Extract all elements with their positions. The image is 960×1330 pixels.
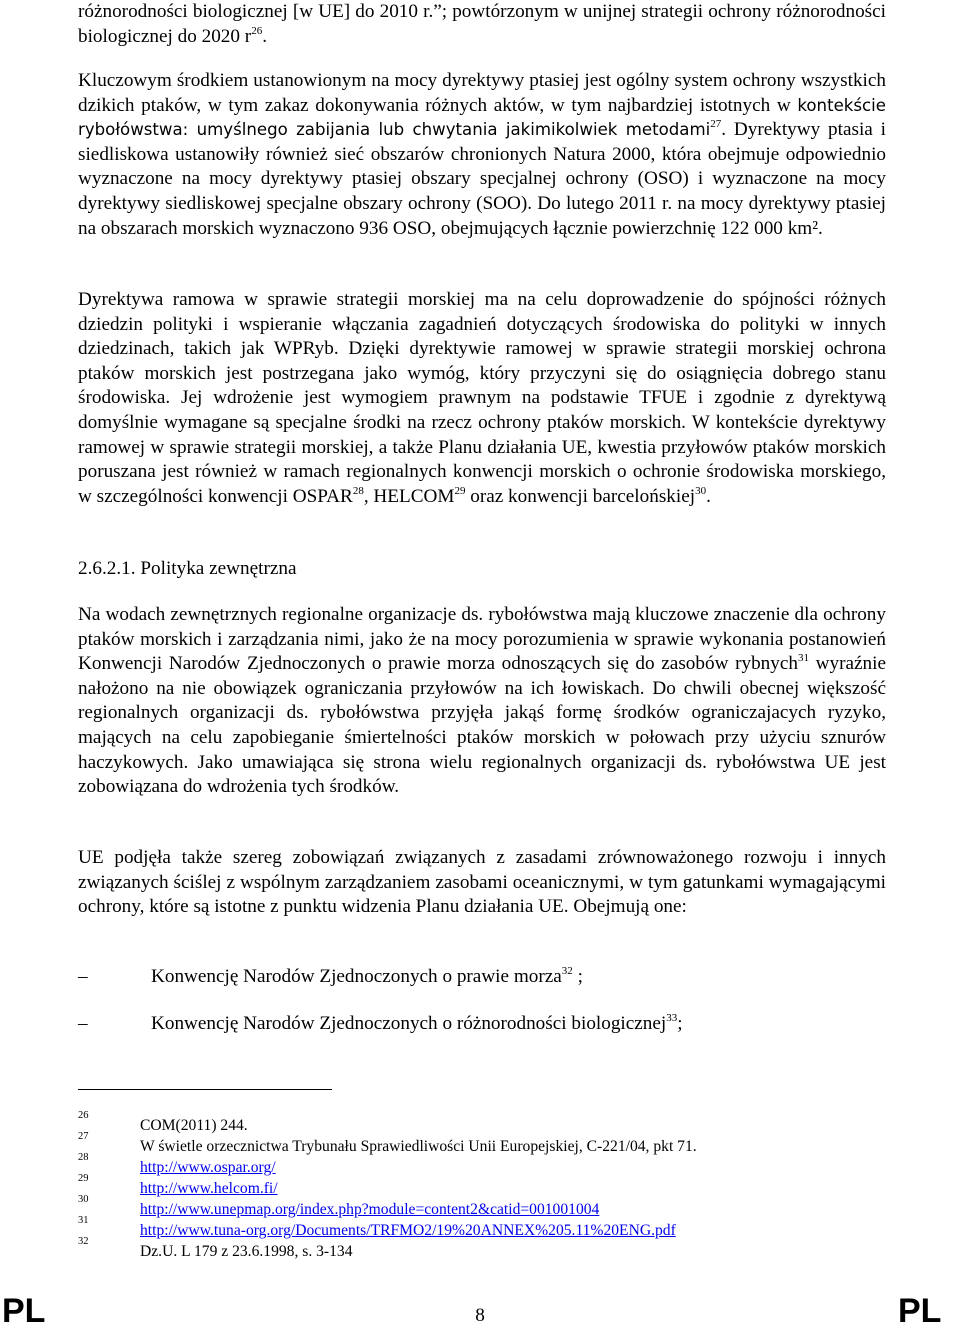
paragraph-external-policy: Na wodach zewnętrznych regionalne organizacje ds. rybołówstwa mają kluczowe znaczenie dla ochrony ptaków morskich i zarządzania nimi, jako że na mocy porozumienia w sprawie wykonania postanowień Konwencji Narodów Zjednoczonych o prawie morza odnoszących się do zasobów rybnych$^{31}$ wyraźnie nałożono na nie obowiązek ograniczania przyłowów na ich łowiskach. Do chwili obecnej większość regionalnych organizacji ds. rybołówstwa przyjęła jakąś formę środków ograniczajacych ryzyko, mających na celu zapobieganie śmiertelności ptaków morskich w połowach przy użyciu sznurów haczykowych. Jako umawiająca się strona wielu regionalnych organizacji ds. rybołówstwa UE jest zobowiązana do wdrożenia tych środków. (78, 604, 886, 798)
footnote-ref-29[interactable]: 29 (454, 484, 466, 497)
footnote-link[interactable]: http://www.ospar.org/ (140, 1159, 276, 1176)
footnote-separator (78, 1089, 332, 1090)
footnote-ref-31[interactable]: 31 (797, 652, 809, 665)
footnote: 26 COM(2011) 244. (78, 1110, 248, 1134)
footnote: 30 http://www.unepmap.org/index.php?module=content2&catid=001001004 (78, 1194, 600, 1218)
paragraph-birds-directive: Kluczowym środkiem ustanowionym na mocy dyrektywy ptasiej jest ogólny system ochrony wszystkich dzikich ptaków, w tym zakaz dokonywania różnych aktów, w tym najbardziej istotnych w kontekście rybołówstwa: umyślnego zabijania lub chwytania jakimikolwiek metodami$^{27}$. Dyrektywy ptasia i siedliskowa ustanowiły również sieć obszarów chronionych Natura 2000, która obejmuje odpowiednio wyznaczone na mocy dyrektywy ptasiej obszary specjalnej ochrony (OSO) i wyznaczone na mocy dyrektywy siedliskowej specjalne obszary ochrony (SOO). Do lutego 2011 r. na mocy dyrektywy ptasiej na obszarach morskich wyznaczono 936 OSO, obejmujących łącznie powierzchnię 122 000 km². (78, 70, 886, 239)
list-dash: – (78, 1013, 88, 1034)
footnote-link[interactable]: http://www.helcom.fi/ (140, 1180, 278, 1197)
footnote-ref-28[interactable]: 28 (352, 484, 364, 497)
language-code-left: PL (2, 1292, 46, 1330)
footnote-link[interactable]: http://www.unepmap.org/index.php?module=content2&catid=001001004 (140, 1201, 600, 1218)
page-number: 8 (475, 1305, 485, 1326)
footnote: 27 W świetle orzecznictwa Trybunału Sprawiedliwości Unii Europejskiej, C-221/04, pkt 71. (78, 1131, 697, 1155)
footnote: 29 http://www.helcom.fi/ (78, 1173, 278, 1197)
footnote: 32 Dz.U. L 179 z 23.6.1998, s. 3-134 (78, 1236, 353, 1260)
footnote-ref-33[interactable]: 33 (666, 1012, 678, 1024)
footnote-ref-30[interactable]: 30 (695, 484, 707, 497)
footnote: 28 http://www.ospar.org/ (78, 1152, 276, 1176)
footnote-ref-26[interactable]: 26 (251, 24, 263, 37)
footnote-link[interactable]: http://www.tuna-org.org/Documents/TRFMO2/19%20ANNEX%205.11%20ENG.pdf (140, 1222, 676, 1239)
paragraph-continuation: różnorodności biologicznej [w UE] do 2010 r.”; powtórzonym w unijnej strategii ochrony różnorodności biologicznej do 2020 $r^{26}$. (78, 1, 886, 47)
list-dash: – (78, 966, 88, 987)
footnote-ref-32[interactable]: 32 (561, 965, 573, 977)
language-code-right: PL (898, 1292, 942, 1330)
section-heading: 2.6.2.1. Polityka zewnętrzna (78, 558, 297, 579)
paragraph-marine-strategy: Dyrektywa ramowa w sprawie strategii morskiej ma na celu doprowadzenie do spójności różnych dziedzin polityki i wspieranie włączania zagadnień dotyczących środowiska do polityki w innych dziedzinach, takich jak WPRyb. Dzięki dyrektywie ramowej w sprawie strategii morskiej ochrona ptaków morskich jest postrzegana jako wymóg, który przyczyni się do osiągnięcia dobrego stanu środowiska. Jej wdrożenie jest wymogiem prawnym na podstawie TFUE i zgodnie z dyrektywą domyślnie wymagane są specjalne środki na rzecz ochrony ptaków morskich. W kontekście dyrektywy ramowej w sprawie strategii morskiej, a także Planu działania UE, kwestia przyłowów ptaków morskich poruszana jest również w ramach regionalnych konwencji morskich o ochronie środowiska morskiego, w szczególności konwencji OSPAR$^{28}$, HELCOM$^{29}$ oraz konwencji barcelońskiej$^{30}$. (78, 289, 886, 507)
footnote-ref-27[interactable]: 27 (710, 118, 722, 131)
paragraph-commitments: UE podjęła także szereg zobowiązań związanych z zasadami zrównoważonego rozwoju i innych związanych ściślej z wspólnym zarządzaniem zasobami oceanicznymi, w tym gatunkami wymagającymi ochrony, które są istotne z punktu widzenia Planu działania UE. Obejmują one: (78, 847, 886, 918)
footnote: 31 http://www.tuna-org.org/Documents/TRFMO2/19%20ANNEX%205.11%20ENG.pdf (78, 1215, 676, 1239)
